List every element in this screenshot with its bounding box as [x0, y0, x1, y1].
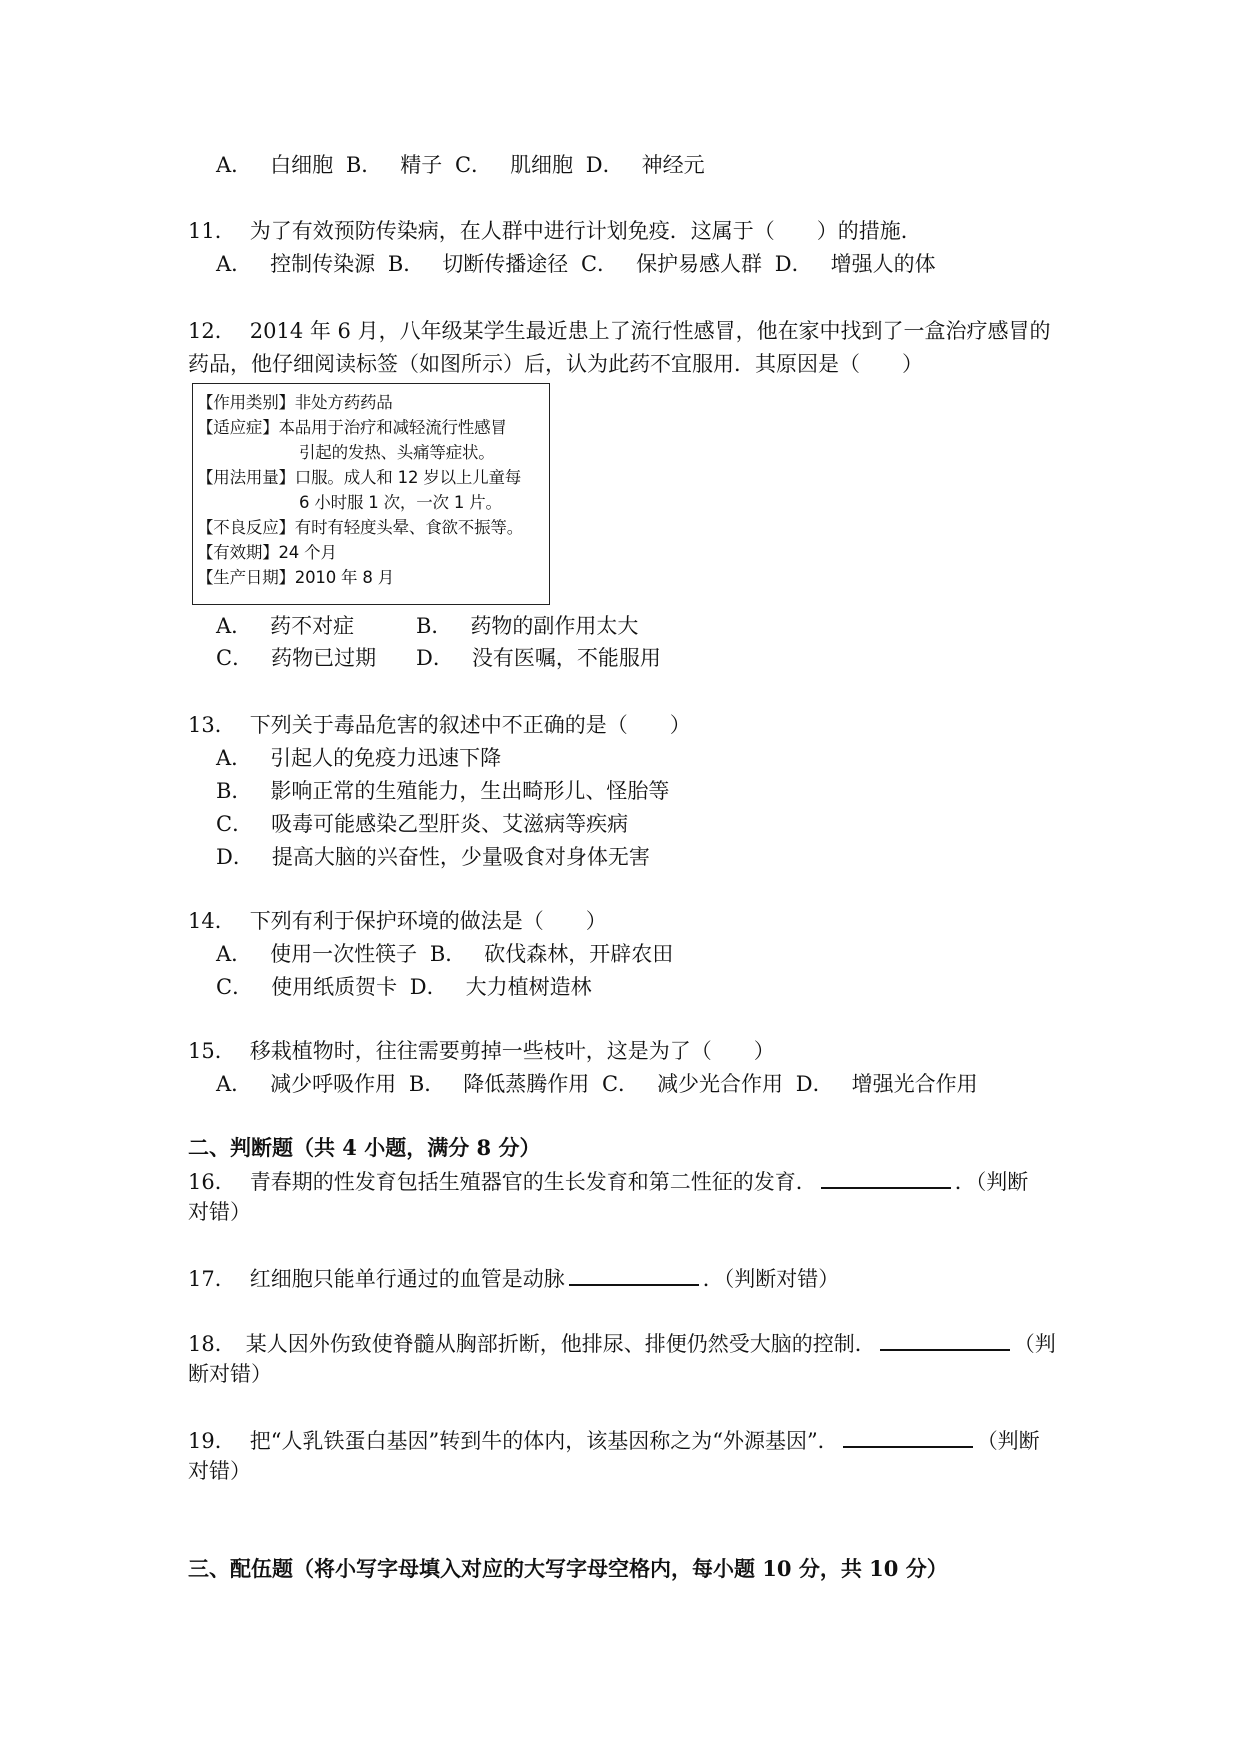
q10-option-a: A． 白细胞: [216, 153, 334, 177]
q11-option-b: B． 切断传播途径: [387, 252, 569, 276]
q11-options: [216, 251, 936, 277]
q18-stem-wrap: 断对错）: [188, 1362, 272, 1386]
q11-option-d: D． 增强人的体: [774, 252, 936, 276]
q11-option-a: A． 控制传染源: [216, 252, 376, 276]
q11-number: 11．: [188, 219, 236, 243]
q15-number: 15．: [188, 1039, 236, 1063]
q12-option-b: B． 药物的副作用太大: [416, 614, 639, 638]
q17-stem: 17． 红细胞只能单行通过的血管是动脉 ．（判断对错）: [188, 1264, 839, 1292]
q19-answer-blank[interactable]: [843, 1426, 973, 1448]
q14-option-a: A． 使用一次性筷子: [216, 942, 418, 966]
q19-number: 19．: [188, 1429, 236, 1453]
q12-option-c: C． 药物已过期: [216, 646, 377, 670]
label-row-dosage: 【用法用量】口服。成人和 12 岁以上儿童每: [197, 468, 522, 487]
q12-option-a: A． 药不对症: [216, 614, 355, 638]
label-row-production-date: 【生产日期】2010 年 8 月: [197, 568, 395, 587]
q13-option-d: D． 提高大脑的兴奋性，少量吸食对身体无害: [216, 845, 650, 869]
q10-option-b: B． 精子: [345, 153, 443, 177]
label-row-validity: 【有效期】24 个月: [197, 543, 337, 562]
label-row-side-effects: 【不良反应】有时有轻度头晕、食欲不振等。: [197, 518, 524, 537]
q12-stem-line2: 药品，他仔细阅读标签（如图所示）后，认为此药不宜服用．其原因是（ ）: [188, 352, 923, 376]
label-row-dosage-cont: 6 小时服 1 次，一次 1 片。: [299, 493, 502, 512]
medicine-label-box: [192, 383, 550, 605]
q13-number: 13．: [188, 713, 236, 737]
q12-stem-line1: 12． 2014 年 6 月，八年级某学生最近患上了流行性感冒，他在家中找到了一盒治疗感冒的: [188, 319, 1051, 343]
q16-number: 16．: [188, 1170, 236, 1194]
q15-option-b: B． 降低蒸腾作用: [408, 1072, 590, 1096]
q15-option-c: C． 减少光合作用: [601, 1072, 784, 1096]
q12-option-d: D． 没有医嘱，不能服用: [416, 646, 661, 670]
q18-number: 18．: [188, 1332, 236, 1356]
q10-option-d: D． 神经元: [585, 153, 705, 177]
q17-number: 17．: [188, 1267, 236, 1291]
q14-option-c: C． 使用纸质贺卡: [216, 975, 398, 999]
section-3-title: 三、配伍题（将小写字母填入对应的大写字母空格内，每小题 10 分，共 10 分）: [188, 1556, 948, 1581]
label-row-indications: 【适应症】本品用于治疗和减轻流行性感冒: [197, 418, 507, 437]
q15-option-a: A． 减少呼吸作用: [216, 1072, 397, 1096]
q11-text: 为了有效预防传染病，在人群中进行计划免疫．这属于（ ）的措施．: [249, 219, 922, 243]
section-2-title: 二、判断题（共 4 小题，满分 8 分）: [188, 1135, 541, 1160]
q11-option-c: C． 保护易感人群: [580, 252, 763, 276]
q14-option-b: B． 砍伐森林，开辟农田: [429, 942, 674, 966]
q10-option-c: C． 肌细胞: [454, 153, 574, 177]
q16-stem-wrap: 对错）: [188, 1200, 251, 1224]
q14-number: 14．: [188, 909, 236, 933]
q15-stem: 15． 移栽植物时，往往需要剪掉一些枝叶，这是为了（ ）: [188, 1039, 775, 1063]
q14-option-d: D． 大力植树造林: [409, 975, 592, 999]
label-row-indications-cont: 引起的发热、头痛等症状。: [299, 443, 495, 462]
q13-stem: 13． 下列关于毒品危害的叙述中不正确的是（ ）: [188, 713, 691, 737]
q16-answer-blank[interactable]: [821, 1167, 951, 1189]
q10-options: [216, 152, 705, 178]
q12-number: 12．: [188, 319, 236, 343]
q19-stem-wrap: 对错）: [188, 1459, 251, 1483]
q11-stem: [188, 218, 922, 244]
q17-answer-blank[interactable]: [569, 1264, 699, 1286]
q13-option-c: C． 吸毒可能感染乙型肝炎、艾滋病等疾病: [216, 812, 629, 836]
q15-option-d: D． 增强光合作用: [795, 1072, 978, 1096]
q14-stem: 14． 下列有利于保护环境的做法是（ ）: [188, 909, 607, 933]
q16-stem: 16． 青春期的性发育包括生殖器官的生长发育和第二性征的发育． ．（判断: [188, 1167, 1028, 1195]
q13-option-a: A． 引起人的免疫力迅速下降: [216, 746, 502, 770]
q19-stem: 19． 把“人乳铁蛋白基因”转到牛的体内，该基因称之为“外源基因”． （判断: [188, 1426, 1040, 1454]
q13-option-b: B． 影响正常的生殖能力，生出畸形儿、怪胎等: [216, 779, 670, 803]
label-row-category: 【作用类别】非处方药药品: [197, 393, 393, 412]
q14-options-row1: [216, 941, 673, 967]
q15-options: [216, 1071, 978, 1097]
q18-stem: 18． 某人因外伤致使脊髓从胸部折断，他排尿、排便仍然受大脑的控制． （判: [188, 1329, 1056, 1357]
q18-answer-blank[interactable]: [880, 1329, 1010, 1351]
q14-options-row2: [216, 974, 592, 1000]
